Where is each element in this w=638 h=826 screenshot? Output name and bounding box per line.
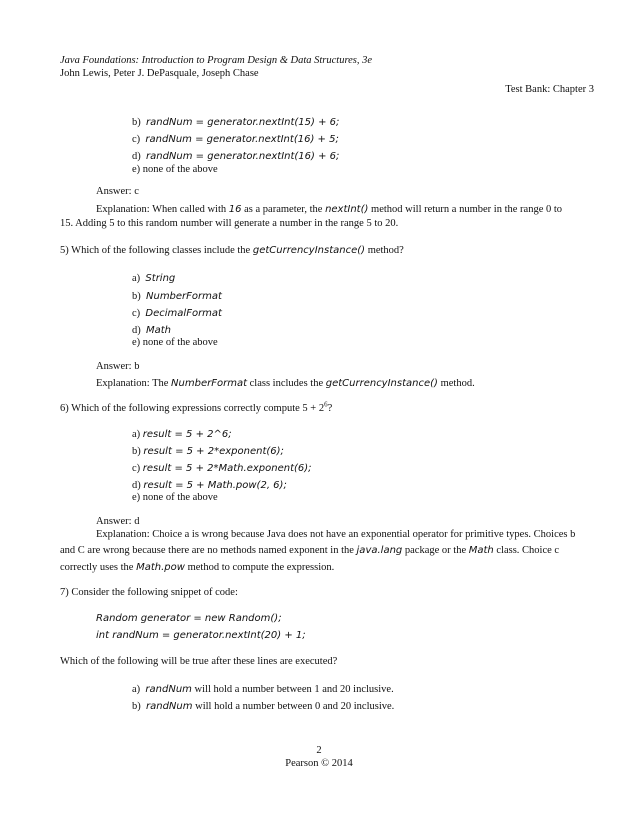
answer: Answer: b: [96, 361, 140, 372]
option-code: randNum: [146, 701, 193, 712]
option-code: result = 5 + Math.pow(2, 6);: [143, 480, 287, 491]
question-6: [60, 402, 332, 416]
option-letter: a): [132, 429, 141, 440]
option-c: [132, 462, 312, 476]
explanation-code: NumberFormat: [171, 378, 247, 389]
explanation-text: method.: [437, 378, 475, 389]
option-code: Math: [146, 325, 172, 336]
option-code: result = 5 + 2*exponent(6);: [143, 446, 284, 457]
explanation-text: and C are wrong because there are no methods named exponent in the: [60, 545, 357, 556]
option-letter: d): [132, 325, 141, 336]
option-code: randNum = generator.nextInt(16) + 5;: [145, 134, 339, 145]
answer: Answer: c: [96, 186, 139, 197]
option-c: [132, 307, 222, 321]
question-text: 5) Which of the following classes include the: [60, 245, 253, 256]
code-line-2: int randNum = generator.nextInt(20) + 1;: [96, 630, 306, 641]
explanation-code: getCurrencyInstance(): [325, 378, 438, 389]
question-5: [60, 244, 404, 258]
question-text: 6) Which of the following expressions correctly compute 5 + 2: [60, 403, 325, 414]
option-letter: b): [132, 291, 141, 302]
option-d: [132, 150, 339, 164]
question-code: getCurrencyInstance(): [252, 245, 366, 256]
page-number: 2: [316, 745, 322, 756]
explanation-text: class. Choice c: [493, 545, 560, 556]
exponent: 6: [324, 400, 328, 409]
option-b: [132, 116, 339, 130]
option-letter: a): [132, 684, 141, 695]
chapter-label: Test Bank: Chapter 3: [505, 84, 594, 95]
option-e: e) none of the above: [132, 492, 218, 503]
explanation-text: correctly uses the: [60, 562, 137, 573]
option-letter: c): [132, 463, 141, 474]
option-b: [132, 290, 222, 304]
option-letter: c): [132, 308, 141, 319]
option-code: result = 5 + 2^6;: [142, 429, 232, 440]
option-code: NumberFormat: [146, 291, 222, 302]
option-e: e) none of the above: [132, 337, 218, 348]
option-code: DecimalFormat: [145, 308, 222, 319]
explanation: Explanation: Choice a is wrong because Java does not have an exponential operator for primitive types. Choices b: [96, 529, 576, 540]
option-letter: a): [132, 273, 141, 284]
option-code: randNum = generator.nextInt(15) + 6;: [146, 117, 340, 128]
option-code: String: [145, 273, 176, 284]
option-text: will hold a number between 1 and 20 inclusive.: [191, 684, 394, 695]
option-code: randNum = generator.nextInt(16) + 6;: [146, 151, 340, 162]
option-letter: d): [132, 480, 141, 491]
option-b: [132, 700, 394, 714]
explanation-code: java.lang: [356, 545, 403, 556]
book-title: Java Foundations: Introduction to Program Design & Data Structures, 3e: [60, 55, 373, 66]
option-letter: b): [132, 446, 141, 457]
answer: Answer: d: [96, 516, 140, 527]
question-7: 7) Consider the following snippet of code:: [60, 587, 238, 598]
explanation: [96, 203, 562, 217]
explanation-text: method will return a number in the range 0 to: [368, 204, 563, 215]
explanation-code: Math: [468, 545, 494, 556]
option-a: [132, 428, 232, 442]
explanation-continued: [60, 544, 559, 558]
explanation-code: Math.pow: [136, 562, 185, 573]
question-text: ?: [327, 403, 333, 414]
option-a: [132, 683, 394, 697]
code-line-1: Random generator = new Random();: [96, 613, 282, 624]
option-code: randNum: [145, 684, 192, 695]
book-authors: John Lewis, Peter J. DePasquale, Joseph Chase: [60, 68, 259, 79]
explanation-text: method to compute the expression.: [184, 562, 335, 573]
option-e: e) none of the above: [132, 164, 218, 175]
option-a: [132, 272, 175, 286]
explanation-continued: [60, 561, 334, 575]
explanation: [96, 377, 475, 391]
option-letter: c): [132, 134, 141, 145]
explanation-text: class includes the: [247, 378, 326, 389]
question-text: method?: [365, 245, 404, 256]
option-c: [132, 133, 339, 147]
explanation-continued: 15. Adding 5 to this random number will generate a number in the range 5 to 20.: [60, 218, 399, 229]
explanation-text: Explanation: When called with: [96, 204, 229, 215]
explanation-code: 16: [228, 204, 242, 215]
publisher-copyright: Pearson © 2014: [285, 758, 353, 769]
option-code: result = 5 + 2*Math.exponent(6);: [142, 463, 312, 474]
explanation-code: nextInt(): [325, 204, 369, 215]
option-letter: b): [132, 117, 141, 128]
explanation-text: Explanation: The: [96, 378, 172, 389]
explanation-text: package or the: [402, 545, 469, 556]
option-b: [132, 445, 284, 459]
option-text: will hold a number between 0 and 20 inclusive.: [192, 701, 395, 712]
option-letter: d): [132, 151, 141, 162]
explanation-text: as a parameter, the: [241, 204, 326, 215]
question-prompt: Which of the following will be true after these lines are executed?: [60, 656, 338, 667]
option-letter: b): [132, 701, 141, 712]
